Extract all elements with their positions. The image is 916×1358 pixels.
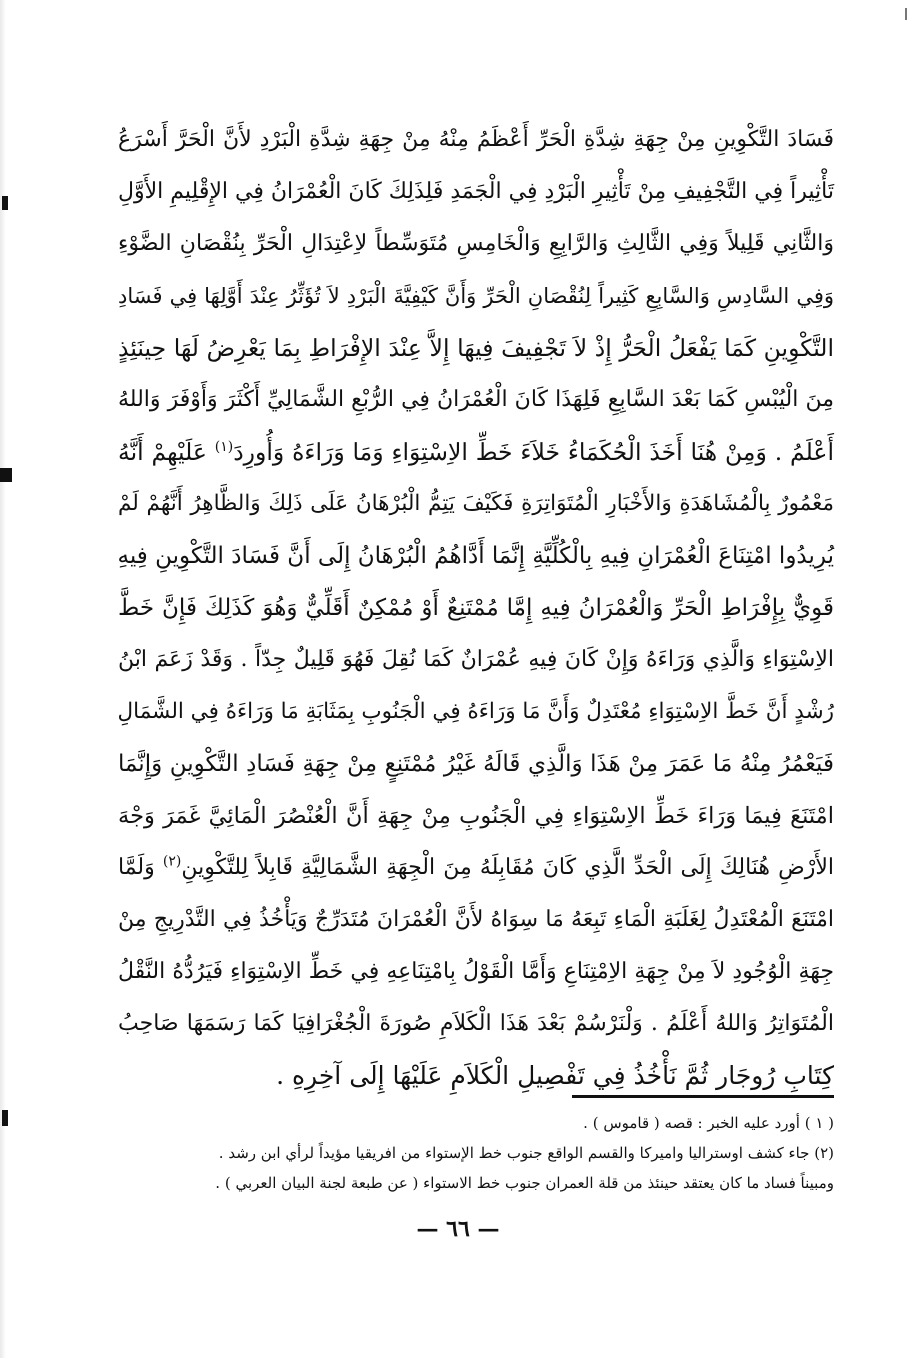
text-line: مَعْمُورٌ بِالْمُشَاهَدَةِ وَالأَخْبَارِ الْمُتَوَاتِرَةِ فَكَيْفَ يَتِمُّ الْبُرْهَانُ عَلَى ذَلِكَ وَالظَّاهِرُ أَنَّهُمْ لَمْ	[118, 491, 834, 516]
footnote-2-continued: ومبيناً فساد ما كان يعتقد حينئذ من قلة العمران جنوب خط الاستواء ( عن طبعة لجنة البيان العربي ) .	[215, 1174, 834, 1192]
footnote-reference: (٢)	[162, 853, 182, 870]
text-line: يُرِيدُوا امْتِنَاعَ الْعُمْرَانِ فِيهِ بِالْكُلِّيَّةِ إِنَّمَا أَدَّاهُمُ الْبُرْهَانُ إِلَى أَنَّ فَسَادَ التَّكْوِينِ فِيهِ	[117, 543, 834, 569]
footnote-reference: (١)	[214, 439, 234, 456]
footnote-1: ( ١ ) أورد عليه الخبر : قصه ( قاموس ) .	[583, 1114, 834, 1132]
main-text	[118, 114, 834, 1102]
footnote-separator	[572, 1095, 834, 1098]
text-line: جِهَةِ الْوُجُودِ لاَ مِنْ جِهَةِ الاِمْتِنَاعِ وَأَمَّا الْقَوْلُ بِامْتِنَاعِهِ فِي خَطِّ الاِسْتِوَاءِ فَيَرُدُّهُ النَّقْلُ	[118, 959, 834, 984]
text-line: وَفِي السَّادِسِ وَالسَّابِعِ كَثِيراً لِنُقْصَانِ الْحَرِّ وَأَنَّ كَيْفِيَّةَ الْبَرْدِ لاَ تُؤَثِّرُ عِنْدَ أَوَّلِهَا فِي فَسَادِ	[118, 284, 834, 308]
text-line: فَيَعْمُرُ مِنْهُ مَا عَمَرَ مِنْ هَذَا وَالَّذِي قَالَهُ غَيْرُ مُمْتَنِعٍ مِنْ جِهَةِ فَسَادِ التَّكْوِينِ وَإِنَّمَا	[118, 751, 834, 777]
text-line: وَالثَّانِي قَلِيلاً وَفِي الثَّالِثِ وَالرَّابِعِ وَالْخَامِسِ مُتَوَسِّطاً لاِعْتِدَالِ الْحَرِّ بِنُقْصَانِ الضَّوْءِ	[118, 231, 834, 256]
text-line	[118, 426, 834, 478]
text-line	[118, 842, 834, 894]
scan-mark	[2, 196, 8, 210]
text-line: مِنَ الْيُبْسِ كَمَا بَعْدَ السَّابِعِ فَلِهَذَا كَانَ الْعُمْرَانُ فِي الرُّبْعِ الشَّمَالِيِّ أَكْثَرَ وَأَوْفَرَ وَاللهُ	[118, 387, 834, 412]
text-segment: عَلَيْهِمْ أَنَّهُ	[118, 438, 207, 466]
footnotes	[94, 1108, 834, 1198]
text-line: كِتَابِ رُوجَار ثُمَّ نَأْخُذُ فِي تَفْصِيلِ الْكَلاَمِ عَلَيْهَا إِلَى آخِرِهِ .	[276, 1061, 834, 1090]
text-line: امْتَنَعَ الْمُعْتَدِلُ لِغَلَبَةِ الْمَاءِ تَبِعَهُ مَا سِوَاهُ لأَنَّ الْعُمْرَانَ مُتَدَرِّجٌ وَيَأْخُذُ فِي التَّدْرِيجِ مِنْ	[118, 907, 834, 932]
text-line: التَّكْوِينِ كَمَا يَفْعَلُ الْحَرُّ إِذْ لاَ تَجْفِيفَ فِيهَا إِلاَّ عِنْدَ الإِفْرَاطِ بِمَا يَعْرِضُ لَهَا حِينَئِذٍ	[118, 334, 834, 362]
scan-mark	[905, 8, 907, 20]
text-line: الاِسْتِوَاءِ وَالَّذِي وَرَاءَهُ وَإِنْ كَانَ فِيهِ عُمْرَانٌ كَمَا نُقِلَ فَهُوَ قَلِيلٌ جِدّاً . وَقَدْ زَعَمَ ابْنُ	[118, 647, 834, 672]
footnote-2: (٢) جاء كشف اوستراليا واميركا والقسم الواقع جنوب خط الإستواء من افريقيا مؤيداً لرأي ابن رشد .	[218, 1144, 834, 1162]
text-segment: الأَرْضِ هُنَالِكَ إِلَى الْحَدِّ الَّذِي كَانَ مُقَابِلَهُ مِنَ الْجِهَةِ الشَّمَالِيَّةِ قَابِلاً لِلتَّكْوِينِ	[181, 855, 834, 880]
text-line: فَسَادَ التَّكْوِينِ مِنْ جِهَةِ شِدَّةِ الْحَرِّ أَعْظَمُ مِنْهُ مِنْ جِهَةِ شِدَّةِ الْبَرْدِ لأَنَّ الْحَرَّ أَسْرَعُ	[118, 127, 834, 152]
text-line: امْتَنَعَ فِيمَا وَرَاءَ خَطِّ الاِسْتِوَاءِ فِي الْجَنُوبِ مِنْ جِهَةِ أَنَّ الْعُنْصُرَ الْمَائِيَّ غَمَرَ وَجْهَ	[118, 803, 834, 829]
text-segment: وَلَمَّا	[118, 855, 155, 880]
text-line: الْمُتَوَاتِرُ وَاللهُ أَعْلَمُ . وَلْنَرْسُمْ بَعْدَ هَذَا الْكَلاَمِ صُورَةَ الْجُغْرَافِيَا كَمَا رَسَمَهَا صَاحِبُ	[118, 1011, 834, 1036]
text-segment: أَعْلَمُ . وَمِنْ هُنَا أَخَذَ الْحُكَمَاءُ خَلاَءَ خَطِّ الاِسْتِوَاءِ وَمَا وَرَاءَهُ وَأُورِدَ	[233, 438, 834, 466]
page-number: — ٦٦ —	[416, 1216, 500, 1242]
scan-mark	[0, 468, 12, 482]
text-line: تَأْثِيراً فِي التَّجْفِيفِ مِنْ تَأْثِيرِ الْبَرْدِ فِي الْجَمَدِ فَلِذَلِكَ كَانَ الْعُمْرَانُ فِي الإِقْلِيمِ الأَوَّلِ	[118, 179, 834, 204]
scan-mark	[2, 1110, 8, 1126]
text-line: قَوِيٌّ بِإِفْرَاطِ الْحَرِّ وَالْعُمْرَانُ فِيهِ إِمَّا مُمْتَنِعٌ أَوْ مُمْكِنٌ أَقَلِّيٌّ وَهُوَ كَذَلِكَ فَإِنَّ خَطَّ	[118, 595, 834, 621]
text-line: رُشْدٍ أَنَّ خَطَّ الاِسْتِوَاءِ مُعْتَدِلٌ وَأَنَّ مَا وَرَاءَهُ فِي الْجَنُوبِ بِمَثَابَةِ مَا وَرَاءَهُ فِي الشَّمَالِ	[117, 699, 834, 724]
